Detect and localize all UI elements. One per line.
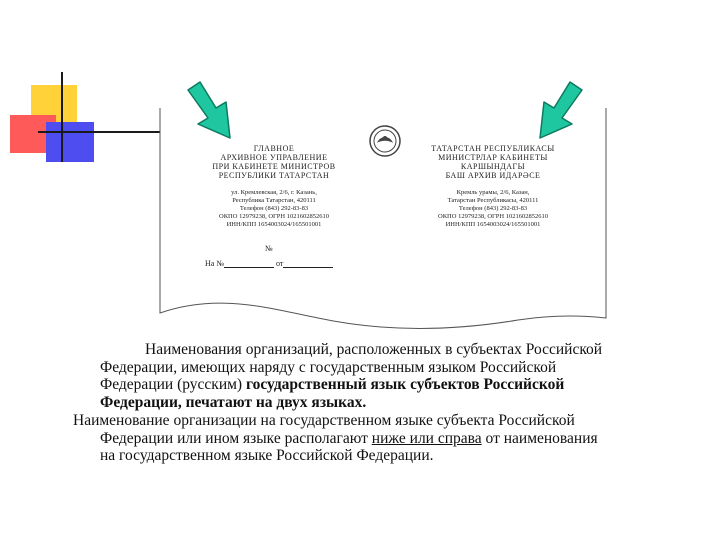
p1-line: Федерации, имеющих наряду с государственным языком Российской: [100, 358, 557, 376]
p2-line: [73, 430, 693, 448]
p1-line3-bold: государственный язык субъектов Российской: [245, 376, 565, 393]
left-address-line: ИНН/КПП 1654003024/165501001: [226, 221, 322, 228]
decor-horizontal-line: [38, 131, 160, 133]
p2-line2-a: Федерации или ином языке располагают: [100, 429, 368, 447]
reference-date-blank: [283, 259, 333, 268]
left-address-line: Республика Татарстан, 420111: [232, 197, 316, 204]
paragraph-placement-rule: [73, 412, 693, 465]
p2-underlined-phrase: ниже или справа: [371, 429, 482, 447]
right-org-block: [413, 144, 573, 229]
right-address-line: ОКПО 12979238, ОГРН 1021602852610: [438, 213, 548, 220]
left-org-line: ПРИ КАБИНЕТЕ МИНИСТРОВ: [212, 162, 336, 171]
right-org-line: БАШ АРХИВ ИДАРӘСЕ: [445, 171, 541, 180]
left-address-line: Телефон (843) 292-83-83: [239, 205, 309, 212]
p1-line3-normal: Федерации (русским): [100, 376, 243, 393]
document-number-label: №: [265, 244, 273, 253]
left-address-line: ОКПО 12979238, ОГРН 1021602852610: [219, 213, 329, 220]
p2-line2-b: от наименования: [485, 429, 598, 447]
right-address-line: Телефон (843) 292-83-83: [458, 205, 528, 212]
left-org-line: ГЛАВНОЕ: [253, 144, 295, 153]
arrow-left-icon: [186, 80, 234, 142]
right-address-line: Кремль урамы, 2/6, Казан,: [456, 189, 530, 196]
reference-line: [205, 259, 333, 268]
right-org-line: МИНИСТРЛАР КАБИНЕТЫ: [438, 153, 548, 162]
right-address-line: Татарстан Республикасы, 420111: [447, 197, 539, 204]
decor-vertical-line: [61, 72, 63, 162]
reference-middle: от: [275, 259, 284, 268]
reference-number-blank: [224, 259, 274, 268]
arrow-right-icon: [536, 80, 584, 142]
p1-line: Наименования организаций, расположенных в субъектах Российской: [145, 341, 603, 358]
right-org-line: КАРШЫНДАГЫ: [460, 162, 526, 171]
p2-line: на государственном языке Российской Федерации.: [100, 447, 434, 464]
left-org-line: АРХИВНОЕ УПРАВЛЕНИЕ: [220, 153, 328, 162]
p1-line: [100, 376, 690, 394]
left-address-line: ул. Кремлевская, 2/6, г. Казань,: [231, 189, 317, 196]
paragraph-bilingual-names: [100, 341, 690, 411]
p1-line4-bold: Федерации, печатают на двух языках.: [100, 393, 367, 411]
decor-blue-square: [46, 122, 94, 162]
right-address-line: ИНН/КПП 1654003024/165501001: [445, 221, 541, 228]
left-org-block: [194, 144, 354, 229]
right-org-line: ТАТАРСТАН РЕСПУБЛИКАСЫ: [431, 144, 555, 153]
emblem-icon: [365, 121, 405, 161]
left-org-line: РЕСПУБЛИКИ ТАТАРСТАН: [218, 171, 330, 180]
reference-prefix: На №: [205, 259, 224, 268]
p2-line: Наименование организации на государственном языке субъекта Российской: [73, 412, 575, 429]
